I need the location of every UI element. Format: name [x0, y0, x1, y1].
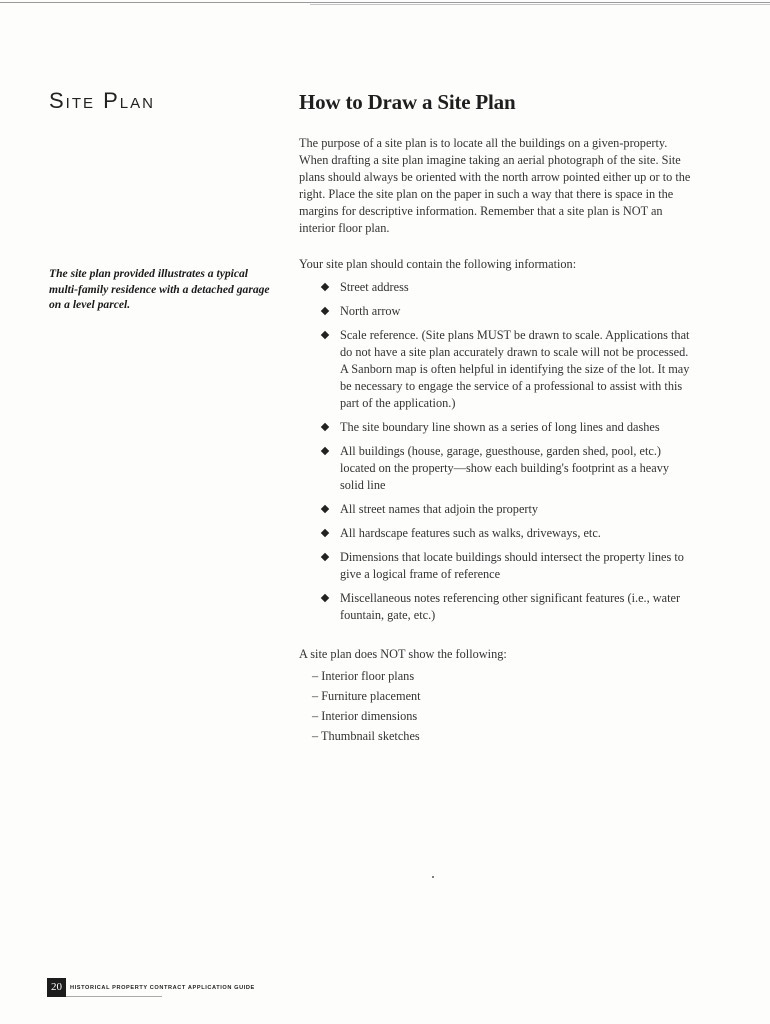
list-item	[299, 279, 694, 296]
list-item: – Furniture placement	[312, 688, 421, 703]
list-item-text: North arrow	[340, 303, 401, 318]
contains-intro: Your site plan should contain the following information:	[299, 256, 577, 271]
list-item-text: The site boundary line shown as a series of long lines and dashes	[340, 419, 660, 434]
footer-guide-title: HISTORICAL PROPERTY CONTRACT APPLICATION GUIDE	[70, 984, 255, 991]
not-shown-list	[299, 666, 694, 746]
section-title: Site Plan	[49, 88, 155, 113]
list-item-text: Scale reference. (Site plans MUST be drawn to scale. Applications that do not have a site plan accurately drawn to scale will not be processed. A Sanborn map is often helpful in identifying the size of the lot. It may be necessary to engage the service of a professional to assist with this part of the application.)	[340, 327, 690, 410]
list-item	[299, 327, 694, 412]
list-item: – Interior floor plans	[312, 668, 415, 683]
diamond-bullet-icon	[321, 593, 329, 601]
list-item	[299, 525, 694, 542]
list-item-text: All buildings (house, garage, guesthouse, garden shed, pool, etc.) located on the property—show each building's footprint as a heavy solid line	[340, 443, 670, 492]
list-item-text: Street address	[340, 279, 409, 294]
contains-list	[299, 279, 694, 624]
diamond-bullet-icon	[321, 330, 329, 338]
list-item	[299, 501, 694, 518]
list-item	[299, 303, 694, 320]
top-border-rule-secondary	[310, 4, 770, 5]
diamond-bullet-icon	[321, 504, 329, 512]
diamond-bullet-icon	[321, 306, 329, 314]
diamond-bullet-icon	[321, 422, 329, 430]
page-title: How to Draw a Site Plan	[299, 90, 516, 114]
page-footer	[47, 978, 255, 997]
main-content	[299, 90, 694, 746]
intro-paragraph: The purpose of a site plan is to locate all the buildings on a given-property. When drafting a site plan imagine taking an aerial photograph of the site. Site plans should always be oriented with the north arrow pointed either up or to the right. Place the site plan on the paper in such a way that there is space in the margins for descriptive information. Remember that a site plan is NOT an interior floor plan.	[299, 136, 691, 236]
list-item	[299, 443, 694, 494]
list-item: – Thumbnail sketches	[312, 728, 420, 743]
diamond-bullet-icon	[321, 446, 329, 454]
diamond-bullet-icon	[321, 528, 329, 536]
stray-mark	[432, 876, 434, 878]
not-shown-intro: A site plan does NOT show the following:	[299, 646, 507, 661]
page-number: 20	[47, 978, 66, 997]
sidebar-caption: The site plan provided illustrates a typical multi-family residence with a detached garage on a level parcel.	[49, 267, 270, 312]
list-item	[299, 549, 694, 583]
diamond-bullet-icon	[321, 552, 329, 560]
list-item-text: All street names that adjoin the property	[340, 501, 539, 516]
list-item	[299, 590, 694, 624]
footer-rule	[66, 996, 162, 997]
list-item-text: Dimensions that locate buildings should intersect the property lines to give a logical frame of reference	[340, 549, 684, 581]
top-border-rule	[0, 2, 770, 3]
diamond-bullet-icon	[321, 282, 329, 290]
list-item-text: All hardscape features such as walks, driveways, etc.	[340, 525, 601, 540]
list-item: – Interior dimensions	[312, 708, 418, 723]
list-item-text: Miscellaneous notes referencing other significant features (i.e., water fountain, gate, etc.)	[340, 590, 681, 622]
list-item	[299, 419, 694, 436]
